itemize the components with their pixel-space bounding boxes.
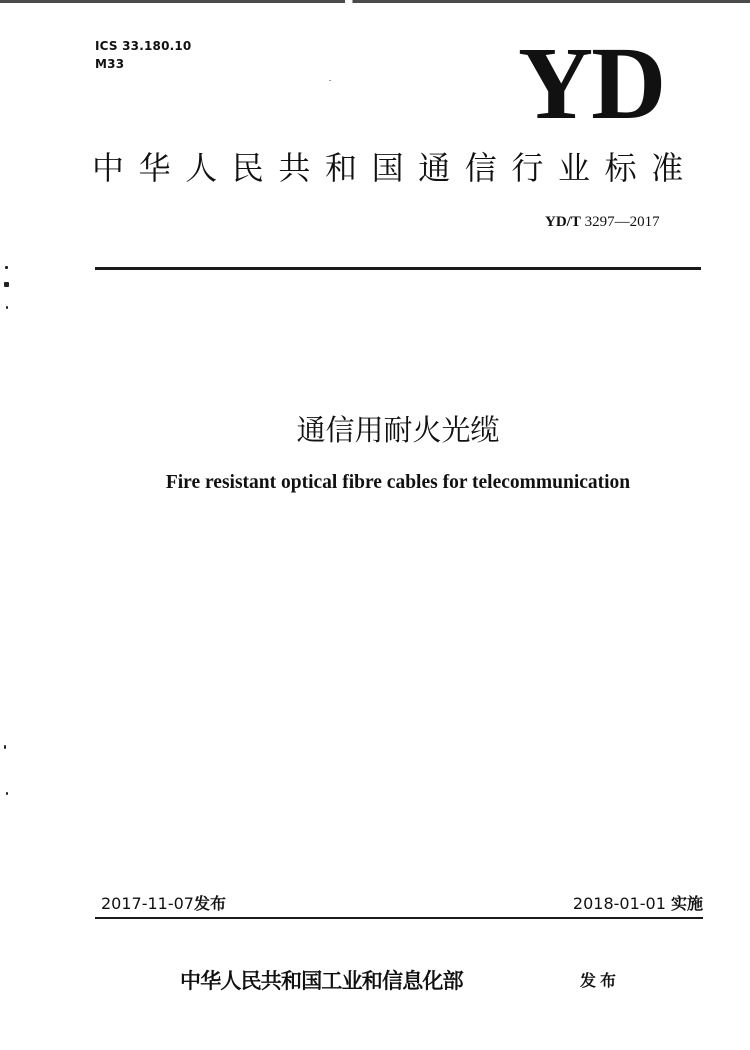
scan-speck (4, 745, 6, 749)
publisher-label: 发布 (580, 971, 621, 990)
scan-speck (4, 282, 9, 287)
standard-number-prefix: YD/T (545, 214, 581, 230)
implementation-date-label: 实施 (670, 894, 703, 913)
scan-speck (6, 306, 8, 309)
classification-codes (95, 37, 191, 73)
publisher-name: 中华人民共和国工业和信息化部 (180, 969, 463, 993)
standard-category-title: 中华人民共和国通信行业标准 (92, 149, 698, 187)
scan-speck (6, 792, 8, 795)
issue-date-value: 2017-11-07 (101, 894, 194, 913)
issue-date (101, 893, 226, 915)
ics-code: ICS 33.180.10 (95, 39, 192, 53)
header-divider (95, 267, 701, 270)
document-title-english: Fire resistant optical fibre cables for telecommunication (165, 472, 631, 493)
scan-edge-line (0, 0, 750, 3)
scan-speck (329, 80, 331, 81)
yd-logo: YD (518, 26, 665, 141)
standard-number-value: 3297—2017 (584, 214, 660, 230)
document-title-chinese: 通信用耐火光缆 (296, 413, 500, 447)
ccs-code: M33 (95, 57, 125, 71)
issue-date-label: 发布 (193, 894, 226, 913)
implementation-date-value: 2018-01-01 (572, 894, 666, 913)
implementation-date (573, 893, 703, 915)
footer-divider (95, 917, 703, 919)
standard-number (545, 212, 660, 232)
scan-speck (5, 266, 8, 269)
